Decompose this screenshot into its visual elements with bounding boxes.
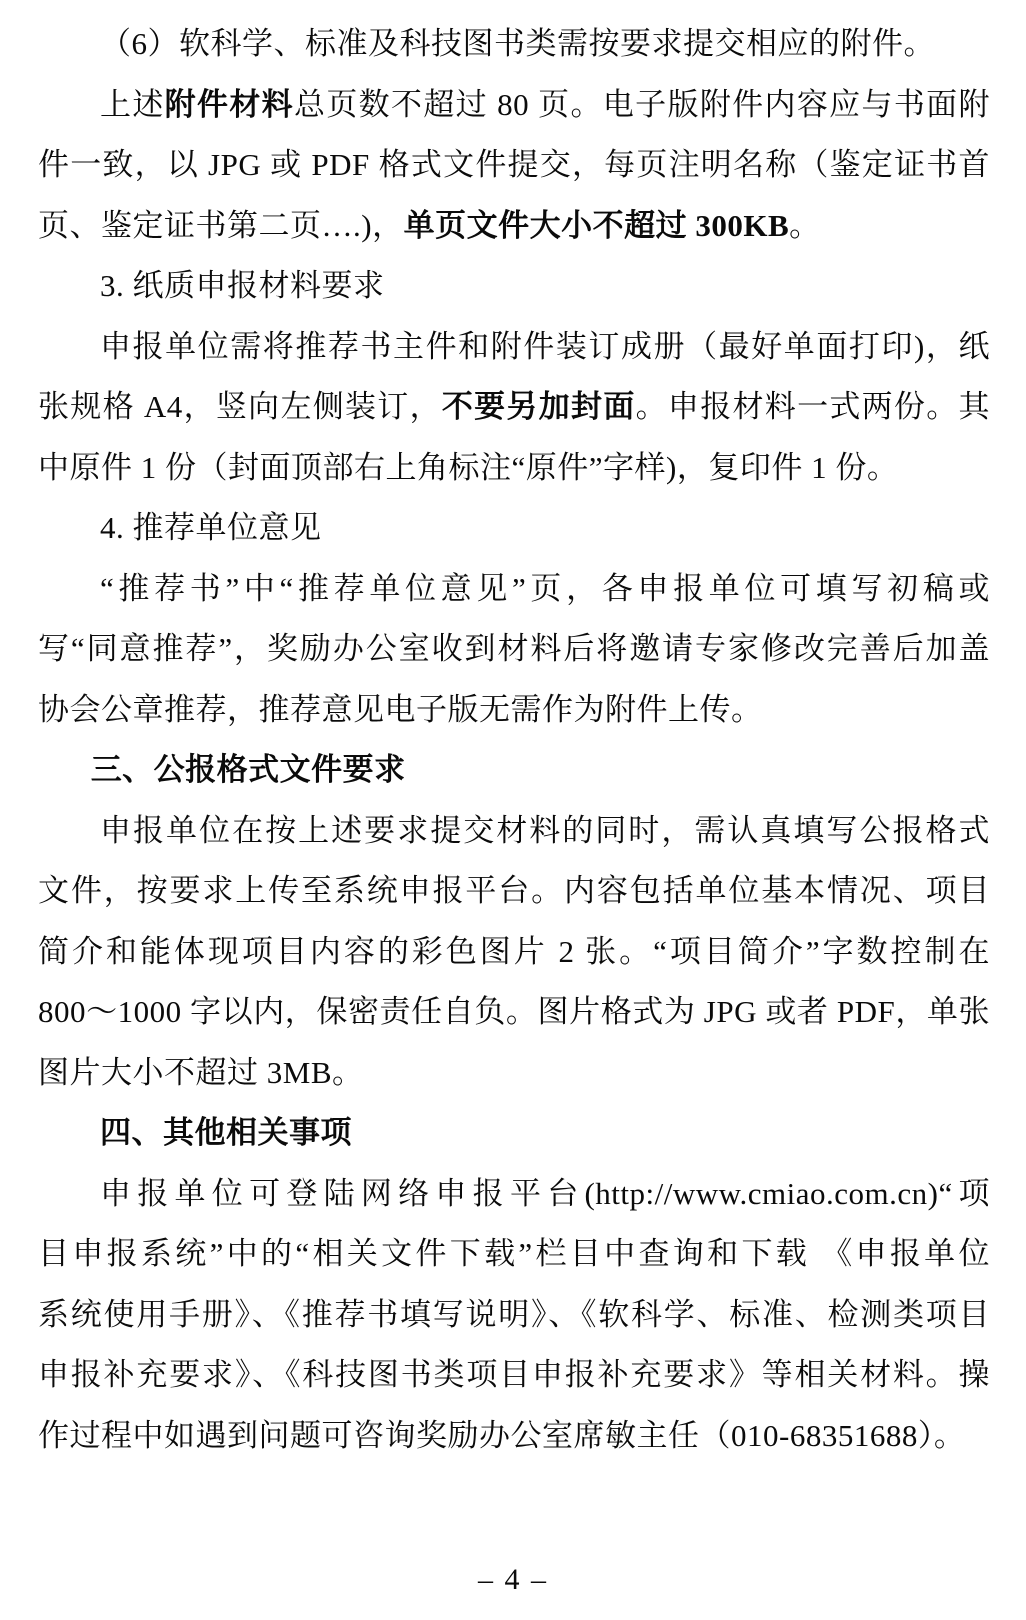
text-line: [38, 680, 990, 741]
text-line: [38, 801, 990, 862]
text-line: [38, 135, 990, 196]
text-segment: 总页数不超过 80 页。电子版附件内容应与书面附: [294, 86, 991, 122]
text-line: [38, 922, 990, 983]
text-line: [38, 1043, 990, 1104]
text-line: [38, 1345, 990, 1406]
text-line: [38, 1164, 990, 1225]
text-line: [38, 1285, 990, 1346]
text-segment: 3. 纸质申报材料要求: [100, 268, 385, 303]
text-line: [38, 317, 990, 378]
text-line: [38, 1406, 990, 1467]
text-line: [38, 438, 990, 499]
text-segment: 写“同意推荐”，奖励办公室收到材料后将邀请专家修改完善后加盖: [38, 631, 990, 666]
text-segment: 申报补充要求》、《科技图书类项目申报补充要求》等相关材料。操: [38, 1357, 990, 1392]
text-line: [38, 861, 990, 922]
text-segment: “推荐书”中“推荐单位意见”页，各申报单位可填写初稿或: [100, 570, 990, 606]
bold-text-segment: 四、其他相关事项: [100, 1115, 352, 1150]
text-segment: 简介和能体现项目内容的彩色图片 2 张。“项目简介”字数控制在: [38, 933, 990, 969]
text-segment: 目申报系统”中的“相关文件下载”栏目中查询和下载 《申报单位: [38, 1236, 990, 1271]
text-segment: 。: [789, 207, 821, 243]
text-segment: 4. 推荐单位意见: [100, 510, 322, 545]
section-heading: [38, 1103, 990, 1164]
text-segment: 申报单位可登陆网络申报平台(http://www.cmiao.com.cn)“项: [100, 1175, 990, 1211]
text-line: [38, 14, 990, 75]
text-line: [38, 559, 990, 620]
text-segment: 页、鉴定证书第二页….)，: [38, 207, 404, 243]
text-segment: （6）软科学、标准及科技图书类需按要求提交相应的附件。: [100, 26, 935, 61]
text-segment: 申报单位需将推荐书主件和附件装订成册（最好单面打印)，纸: [100, 328, 990, 364]
bold-text-segment: 不要另加封面: [441, 389, 636, 424]
text-line: [38, 982, 990, 1043]
text-segment: 。申报材料一式两份。其: [635, 389, 991, 424]
text-line: [38, 619, 990, 680]
bold-text-segment: 附件材料: [164, 86, 295, 122]
text-segment: 作过程中如遇到问题可咨询奖励办公室席敏主任（010-68351688）。: [38, 1417, 966, 1453]
text-segment: 中原件 1 份（封面顶部右上角标注“原件”字样)，复印件 1 份。: [38, 449, 899, 485]
document-body: [38, 14, 990, 1466]
text-line: [38, 1224, 990, 1285]
section-heading: [38, 740, 990, 801]
text-line: [38, 256, 990, 317]
text-segment: 系统使用手册》、《推荐书填写说明》、《软科学、标准、检测类项目: [38, 1296, 990, 1332]
text-segment: 张规格 A4，竖向左侧装订，: [38, 389, 442, 424]
text-segment: 件一致，以 JPG 或 PDF 格式文件提交，每页注明名称（鉴定证书首: [38, 147, 990, 182]
text-line: [38, 498, 990, 559]
page-number: – 4 –: [478, 1563, 548, 1596]
text-line: [38, 75, 990, 136]
text-segment: 800～1000 字以内，保密责任自负。图片格式为 JPG 或者 PDF，单张: [38, 994, 990, 1029]
text-segment: 上述: [100, 86, 165, 122]
text-segment: 协会公章推荐，推荐意见电子版无需作为附件上传。: [38, 691, 763, 727]
bold-text-segment: 三、公报格式文件要求: [90, 752, 406, 787]
text-segment: 图片大小不超过 3MB。: [38, 1054, 364, 1090]
bold-text-segment: 单页文件大小不超过 300KB: [403, 207, 790, 243]
text-line: [38, 377, 990, 438]
text-segment: 文件，按要求上传至系统申报平台。内容包括单位基本情况、项目: [38, 873, 990, 908]
text-segment: 申报单位在按上述要求提交材料的同时，需认真填写公报格式: [100, 812, 990, 848]
text-line: [38, 196, 990, 257]
